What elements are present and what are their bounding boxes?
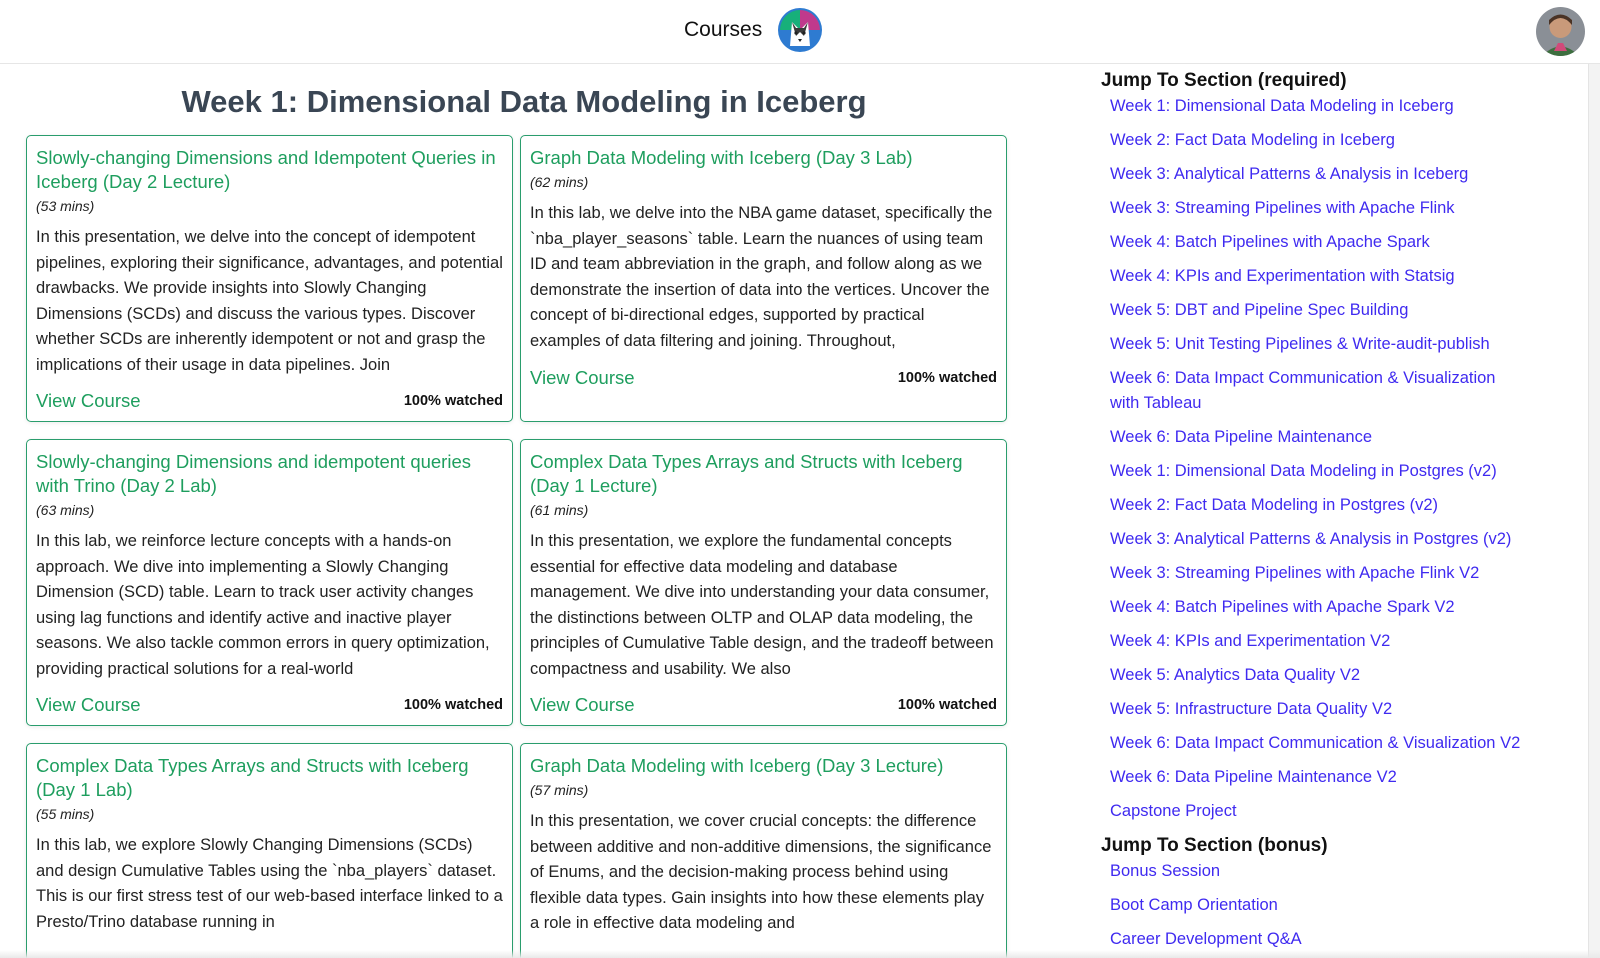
section-link[interactable]: Week 3: Analytical Patterns & Analysis in Iceberg [1110,165,1469,183]
section-link-item [1101,332,1541,357]
section-link-item [1101,561,1541,586]
brand[interactable] [684,6,824,54]
section-link[interactable]: Week 2: Fact Data Modeling in Iceberg [1110,131,1395,149]
page-title: Week 1: Dimensional Data Modeling in Iceberg [181,84,867,119]
course-duration: (61 mins) [530,502,589,518]
section-link-item [1101,128,1541,153]
course-title[interactable]: Graph Data Modeling with Iceberg (Day 3 Lecture) [530,755,944,776]
section-link[interactable]: Week 3: Streaming Pipelines with Apache Flink [1110,199,1455,217]
section-link[interactable]: Week 4: Batch Pipelines with Apache Spark [1110,233,1430,251]
section-link-item [1101,799,1541,824]
section-link-item [1101,663,1541,688]
section-link-item [1101,527,1541,552]
bonus-section-heading: Jump To Section (bonus) [1101,835,1328,856]
section-link-item [1101,629,1541,654]
section-link-item [1101,765,1541,790]
section-link[interactable]: Week 3: Streaming Pipelines with Apache Flink V2 [1110,564,1480,582]
course-card [26,743,513,958]
section-link-item [1101,366,1521,416]
course-duration: (63 mins) [36,502,95,518]
section-link-item [1101,731,1541,756]
section-link-item [1101,162,1541,187]
section-link[interactable]: Week 2: Fact Data Modeling in Postgres (v2) [1110,496,1439,514]
section-link[interactable]: Week 1: Dimensional Data Modeling in Postgres (v2) [1110,462,1497,480]
course-description: In this lab, we explore Slowly Changing Dimensions (SCDs) and design Cumulative Tables using the `nba_players` dataset. This is our first stress test of our web-based interface linked to a Presto/Trino database running in [36,836,503,931]
section-link-item [1101,927,1541,952]
course-duration: (55 mins) [36,806,95,822]
section-link-item [1101,859,1541,884]
course-duration: (57 mins) [530,782,589,798]
section-link[interactable]: Bonus Session [1110,862,1221,880]
course-card [26,135,513,422]
watched-status: 100% watched [403,393,503,409]
husky-logo-icon[interactable] [776,6,824,54]
course-card [520,439,1007,726]
course-card [520,743,1007,958]
required-section-heading: Jump To Section (required) [1101,70,1347,91]
user-avatar-icon[interactable] [1536,7,1585,56]
section-link-item [1101,697,1541,722]
section-link[interactable]: Week 5: Analytics Data Quality V2 [1110,666,1361,684]
watched-status: 100% watched [897,370,997,386]
watched-status: 100% watched [403,697,503,713]
section-link[interactable]: Week 3: Analytical Patterns & Analysis in Postgres (v2) [1110,530,1512,548]
course-card [26,439,513,726]
card-footer [530,367,997,389]
section-link-item [1101,493,1541,518]
section-link[interactable]: Week 5: DBT and Pipeline Spec Building [1110,301,1409,319]
card-footer [530,694,997,716]
bonus-section-list [1101,859,1541,952]
course-title[interactable]: Graph Data Modeling with Iceberg (Day 3 Lab) [530,147,913,168]
course-duration: (53 mins) [36,198,95,214]
course-description: In this presentation, we delve into the concept of idempotent pipelines, exploring their significance, advantages, and potential drawbacks. We provide insights into Slowly Changing Dimensions (SCDs) and discuss the various types. Discover whether SCDs are inherently idempotent or not and grasp the implications of their usage in data pipelines. Join [36,228,503,374]
course-title[interactable]: Complex Data Types Arrays and Structs with Iceberg (Day 1 Lab) [36,755,469,800]
app-title[interactable]: Courses [684,18,763,41]
card-footer [36,390,503,412]
section-link[interactable]: Week 4: Batch Pipelines with Apache Spark V2 [1110,598,1455,616]
section-link-item [1101,298,1541,323]
jump-to-section-sidebar [1101,68,1541,958]
section-link[interactable]: Capstone Project [1110,802,1237,820]
course-description: In this presentation, we explore the fundamental concepts essential for effective data modeling and database management. We dive into understanding your data consumer, the distinctions between OLTP and OLAP data modeling, the principles of Cumulative Table design, and the tradeoff between compactness and usability. We also [530,532,994,678]
course-description: In this presentation, we cover crucial concepts: the difference between additive and non-additive dimensions, the significance of Enums, and the decision-making process behind using flexible data types. Gain insights into how these elements play a role in effective data modeling and [530,812,992,932]
section-link[interactable]: Week 4: KPIs and Experimentation with Statsig [1110,267,1455,285]
view-course-link[interactable]: View Course [530,694,635,715]
view-course-link[interactable]: View Course [36,390,141,411]
section-link-item [1101,893,1541,918]
view-course-link[interactable]: View Course [36,694,141,715]
section-link-item [1101,196,1541,221]
section-link-item [1101,459,1541,484]
course-card [520,135,1007,422]
section-link[interactable]: Week 6: Data Impact Communication & Visualization V2 [1110,734,1521,752]
section-link[interactable]: Week 6: Data Pipeline Maintenance [1110,428,1373,446]
section-link-item [1101,425,1541,450]
course-title[interactable]: Slowly-changing Dimensions and idempotent queries with Trino (Day 2 Lab) [36,451,471,496]
course-title[interactable]: Complex Data Types Arrays and Structs with Iceberg (Day 1 Lecture) [530,451,963,496]
section-link[interactable]: Boot Camp Orientation [1110,896,1278,914]
section-link[interactable]: Week 4: KPIs and Experimentation V2 [1110,632,1391,650]
course-duration: (62 mins) [530,174,589,190]
section-link[interactable]: Week 6: Data Pipeline Maintenance V2 [1110,768,1397,786]
section-link-item [1101,264,1541,289]
section-link[interactable]: Week 1: Dimensional Data Modeling in Iceberg [1110,97,1454,115]
section-link-item [1101,595,1541,620]
page-scrollbar[interactable] [1588,64,1600,958]
watched-status: 100% watched [897,697,997,713]
bottom-fade [0,950,1600,958]
top-navbar [0,0,1600,64]
section-link[interactable]: Week 5: Infrastructure Data Quality V2 [1110,700,1393,718]
course-description: In this lab, we delve into the NBA game dataset, specifically the `nba_player_seasons` table. Learn the nuances of using team ID and team abbreviation in the graph, and follow along as we demonstrate the insertion of data into the vertices. Uncover the concept of bi-directional edges, supported by practical examples of data filtering and joining. Throughout, [530,204,993,350]
course-title[interactable]: Slowly-changing Dimensions and Idempotent Queries in Iceberg (Day 2 Lecture) [36,147,496,192]
card-footer [36,694,503,716]
section-link[interactable]: Week 5: Unit Testing Pipelines & Write-audit-publish [1110,335,1490,353]
course-description: In this lab, we reinforce lecture concepts with a hands-on approach. We dive into implementing a Slowly Changing Dimension (SCD) table. Learn to track user activity changes using lag functions and identify active and inactive player seasons. We also tackle common errors in query optimization, providing practical solutions for a real-world [36,532,490,678]
section-link-item [1101,94,1541,119]
section-link[interactable]: Career Development Q&A [1110,930,1302,948]
section-link[interactable]: Week 6: Data Impact Communication & Visualization with Tableau [1110,369,1496,412]
view-course-link[interactable]: View Course [530,367,635,388]
required-section-list [1101,94,1541,824]
section-link-item [1101,230,1541,255]
